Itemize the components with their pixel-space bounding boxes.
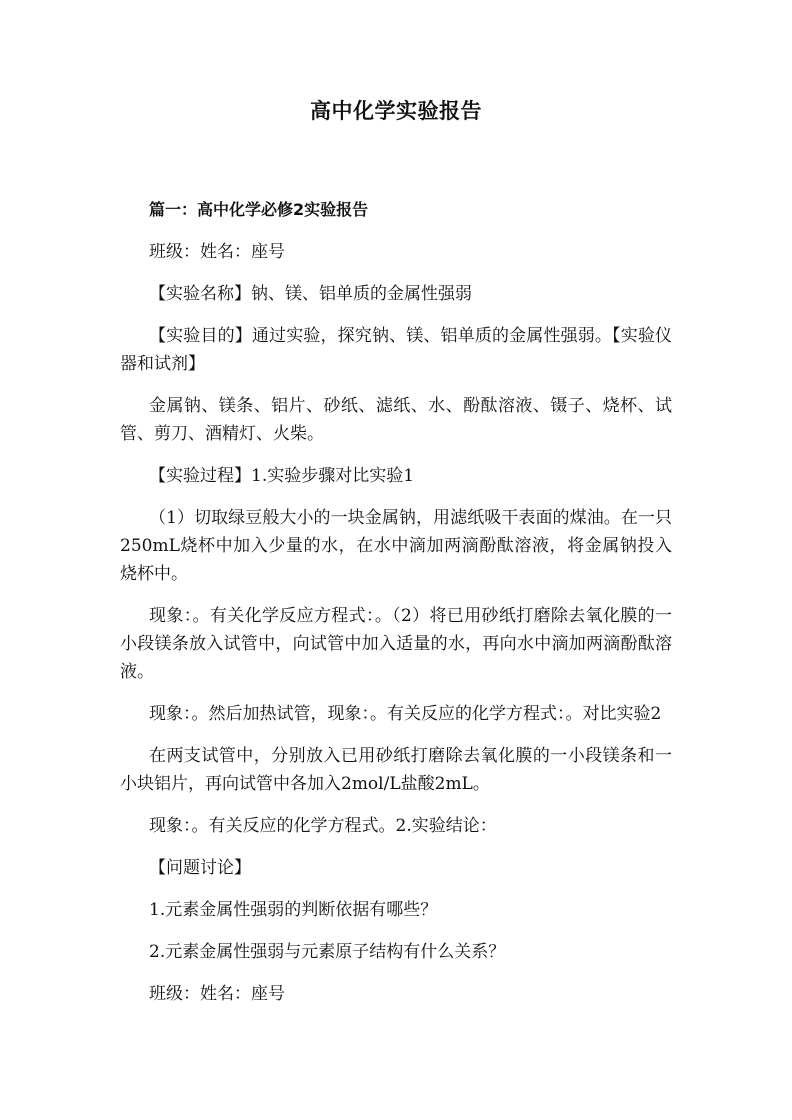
class-name-seat-line-2: 班级：姓名：座号	[149, 984, 285, 1004]
experiment-process: 【实验过程】1.实验步骤对比实验1	[149, 466, 415, 486]
document-title: 高中化学实验报告	[310, 99, 482, 123]
experiment-name: 【实验名称】钠、镁、铝单质的金属性强弱	[149, 284, 472, 304]
observation-2: 现象：。然后加热试管，现象：。有关反应的化学方程式：。对比实验2	[149, 704, 662, 724]
observation-1: 现象：。有关化学反应方程式：。（2）将已用砂纸打磨除去氧化膜的一小段镁条放入试管中，向试管中加入适量的水，再向水中滴加两滴酚酞溶液。	[120, 606, 672, 682]
section-heading: 篇一：高中化学必修2实验报告	[149, 200, 369, 219]
comparison-experiment-2: 在两支试管中，分别放入已用砂纸打磨除去氧化膜的一小段镁条和一小块铝片，再向试管中各加入2mol/L盐酸2mL。	[120, 746, 672, 794]
step-1: （1）切取绿豆般大小的一块金属钠，用滤纸吸干表面的煤油。在一只250mL烧杯中加入少量的水，在水中滴加两滴酚酞溶液，将金属钠投入烧杯中。	[120, 508, 672, 584]
materials-list: 金属钠、镁条、铝片、砂纸、滤纸、水、酚酞溶液、镊子、烧杯、试管、剪刀、酒精灯、火柴。	[120, 396, 672, 444]
experiment-purpose: 【实验目的】通过实验，探究钠、镁、铝单质的金属性强弱。【实验仪器和试剂】	[120, 326, 672, 374]
class-name-seat-line: 班级：姓名：座号	[149, 242, 285, 262]
observation-3: 现象：。有关反应的化学方程式。2.实验结论：	[149, 816, 497, 836]
question-1: 1.元素金属性强弱的判断依据有哪些？	[149, 900, 438, 920]
document-body	[120, 196, 672, 1022]
discussion-heading: 【问题讨论】	[149, 858, 251, 878]
question-2: 2.元素金属性强弱与元素原子结构有什么关系？	[149, 942, 506, 962]
